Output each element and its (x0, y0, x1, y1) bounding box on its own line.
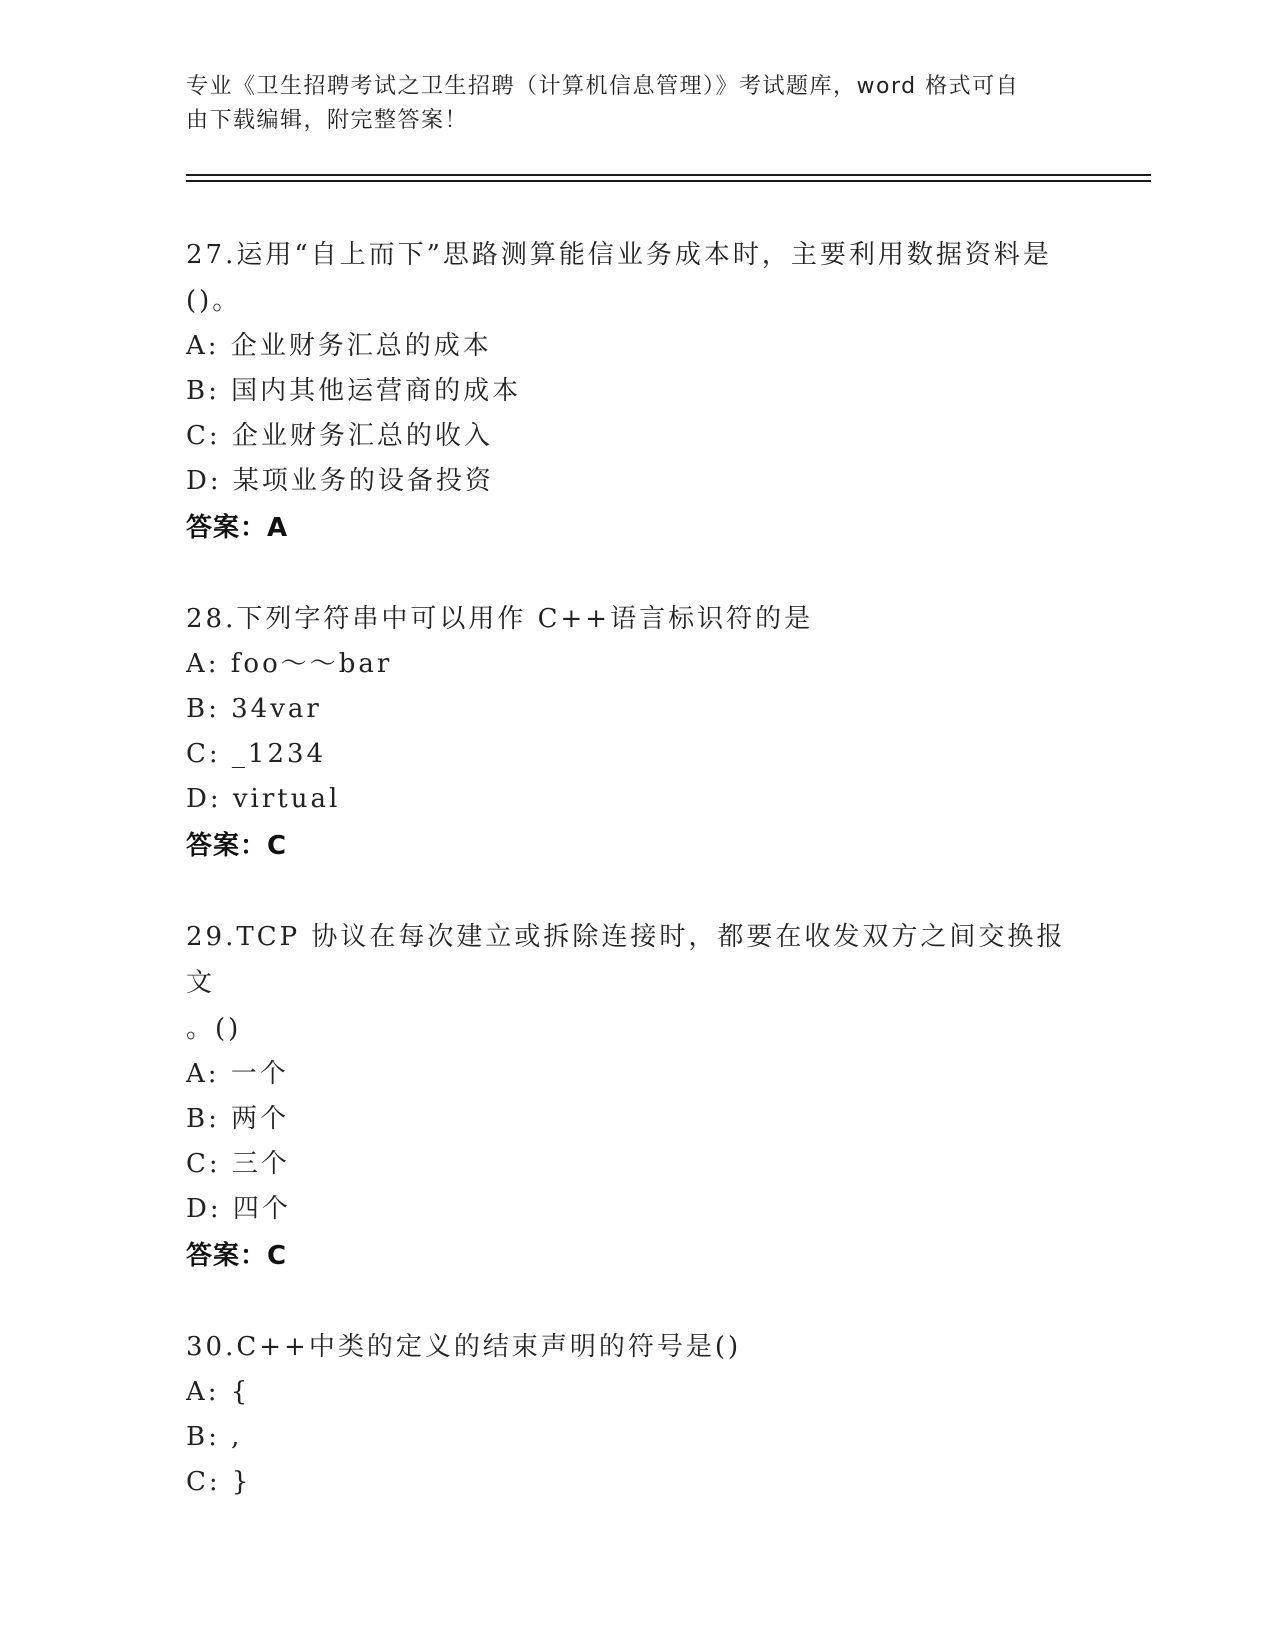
answer: 答案：C (186, 1241, 288, 1271)
document-header (186, 70, 1086, 138)
option-d: D: virtual (186, 784, 341, 814)
option-b: B: 34var (186, 694, 322, 724)
option-b: B: 两个 (186, 1104, 290, 1134)
option-b: B: , (186, 1422, 243, 1452)
question-text: 29.TCP 协议在每次建立或拆除连接时，都要在收发双方之间交换报文 (186, 922, 1066, 998)
question-29 (186, 914, 1086, 1280)
option-a: A: 一个 (186, 1059, 289, 1089)
option-c: C: } (186, 1467, 252, 1497)
option-c: C: _1234 (186, 739, 327, 769)
question-text: 30.C++中类的定义的结束声明的符号是() (186, 1332, 742, 1362)
option-b: B: 国内其他运营商的成本 (186, 376, 522, 406)
question-list (186, 232, 1086, 1549)
question-text: 27.运用“自上而下”思路测算能信业务成本时，主要利用数据资料是 (186, 240, 1052, 270)
answer: 答案：C (186, 831, 288, 861)
header-divider-bottom (186, 180, 1151, 182)
header-line-2: 由下载编辑，附完整答案！ (186, 108, 469, 133)
answer: 答案：A (186, 513, 289, 543)
option-d: D: 某项业务的设备投资 (186, 466, 494, 496)
option-a: A: 企业财务汇总的成本 (186, 331, 492, 361)
option-a: A: { (186, 1377, 251, 1407)
question-text: 28.下列字符串中可以用作 C++语言标识符的是 (186, 604, 814, 634)
option-a: A: foo～～bar (186, 649, 393, 679)
question-28 (186, 596, 1086, 870)
option-c: C: 三个 (186, 1149, 290, 1179)
question-30 (186, 1324, 1086, 1505)
header-line-1: 专业《卫生招聘考试之卫生招聘（计算机信息管理）》考试题库，word 格式可自 (186, 74, 1020, 99)
question-27 (186, 232, 1086, 552)
option-d: D: 四个 (186, 1194, 291, 1224)
header-divider-top (186, 174, 1151, 176)
question-text-continuation: 。() (186, 1014, 242, 1044)
option-c: C: 企业财务汇总的收入 (186, 421, 493, 451)
question-text-continuation: ()。 (186, 286, 242, 316)
